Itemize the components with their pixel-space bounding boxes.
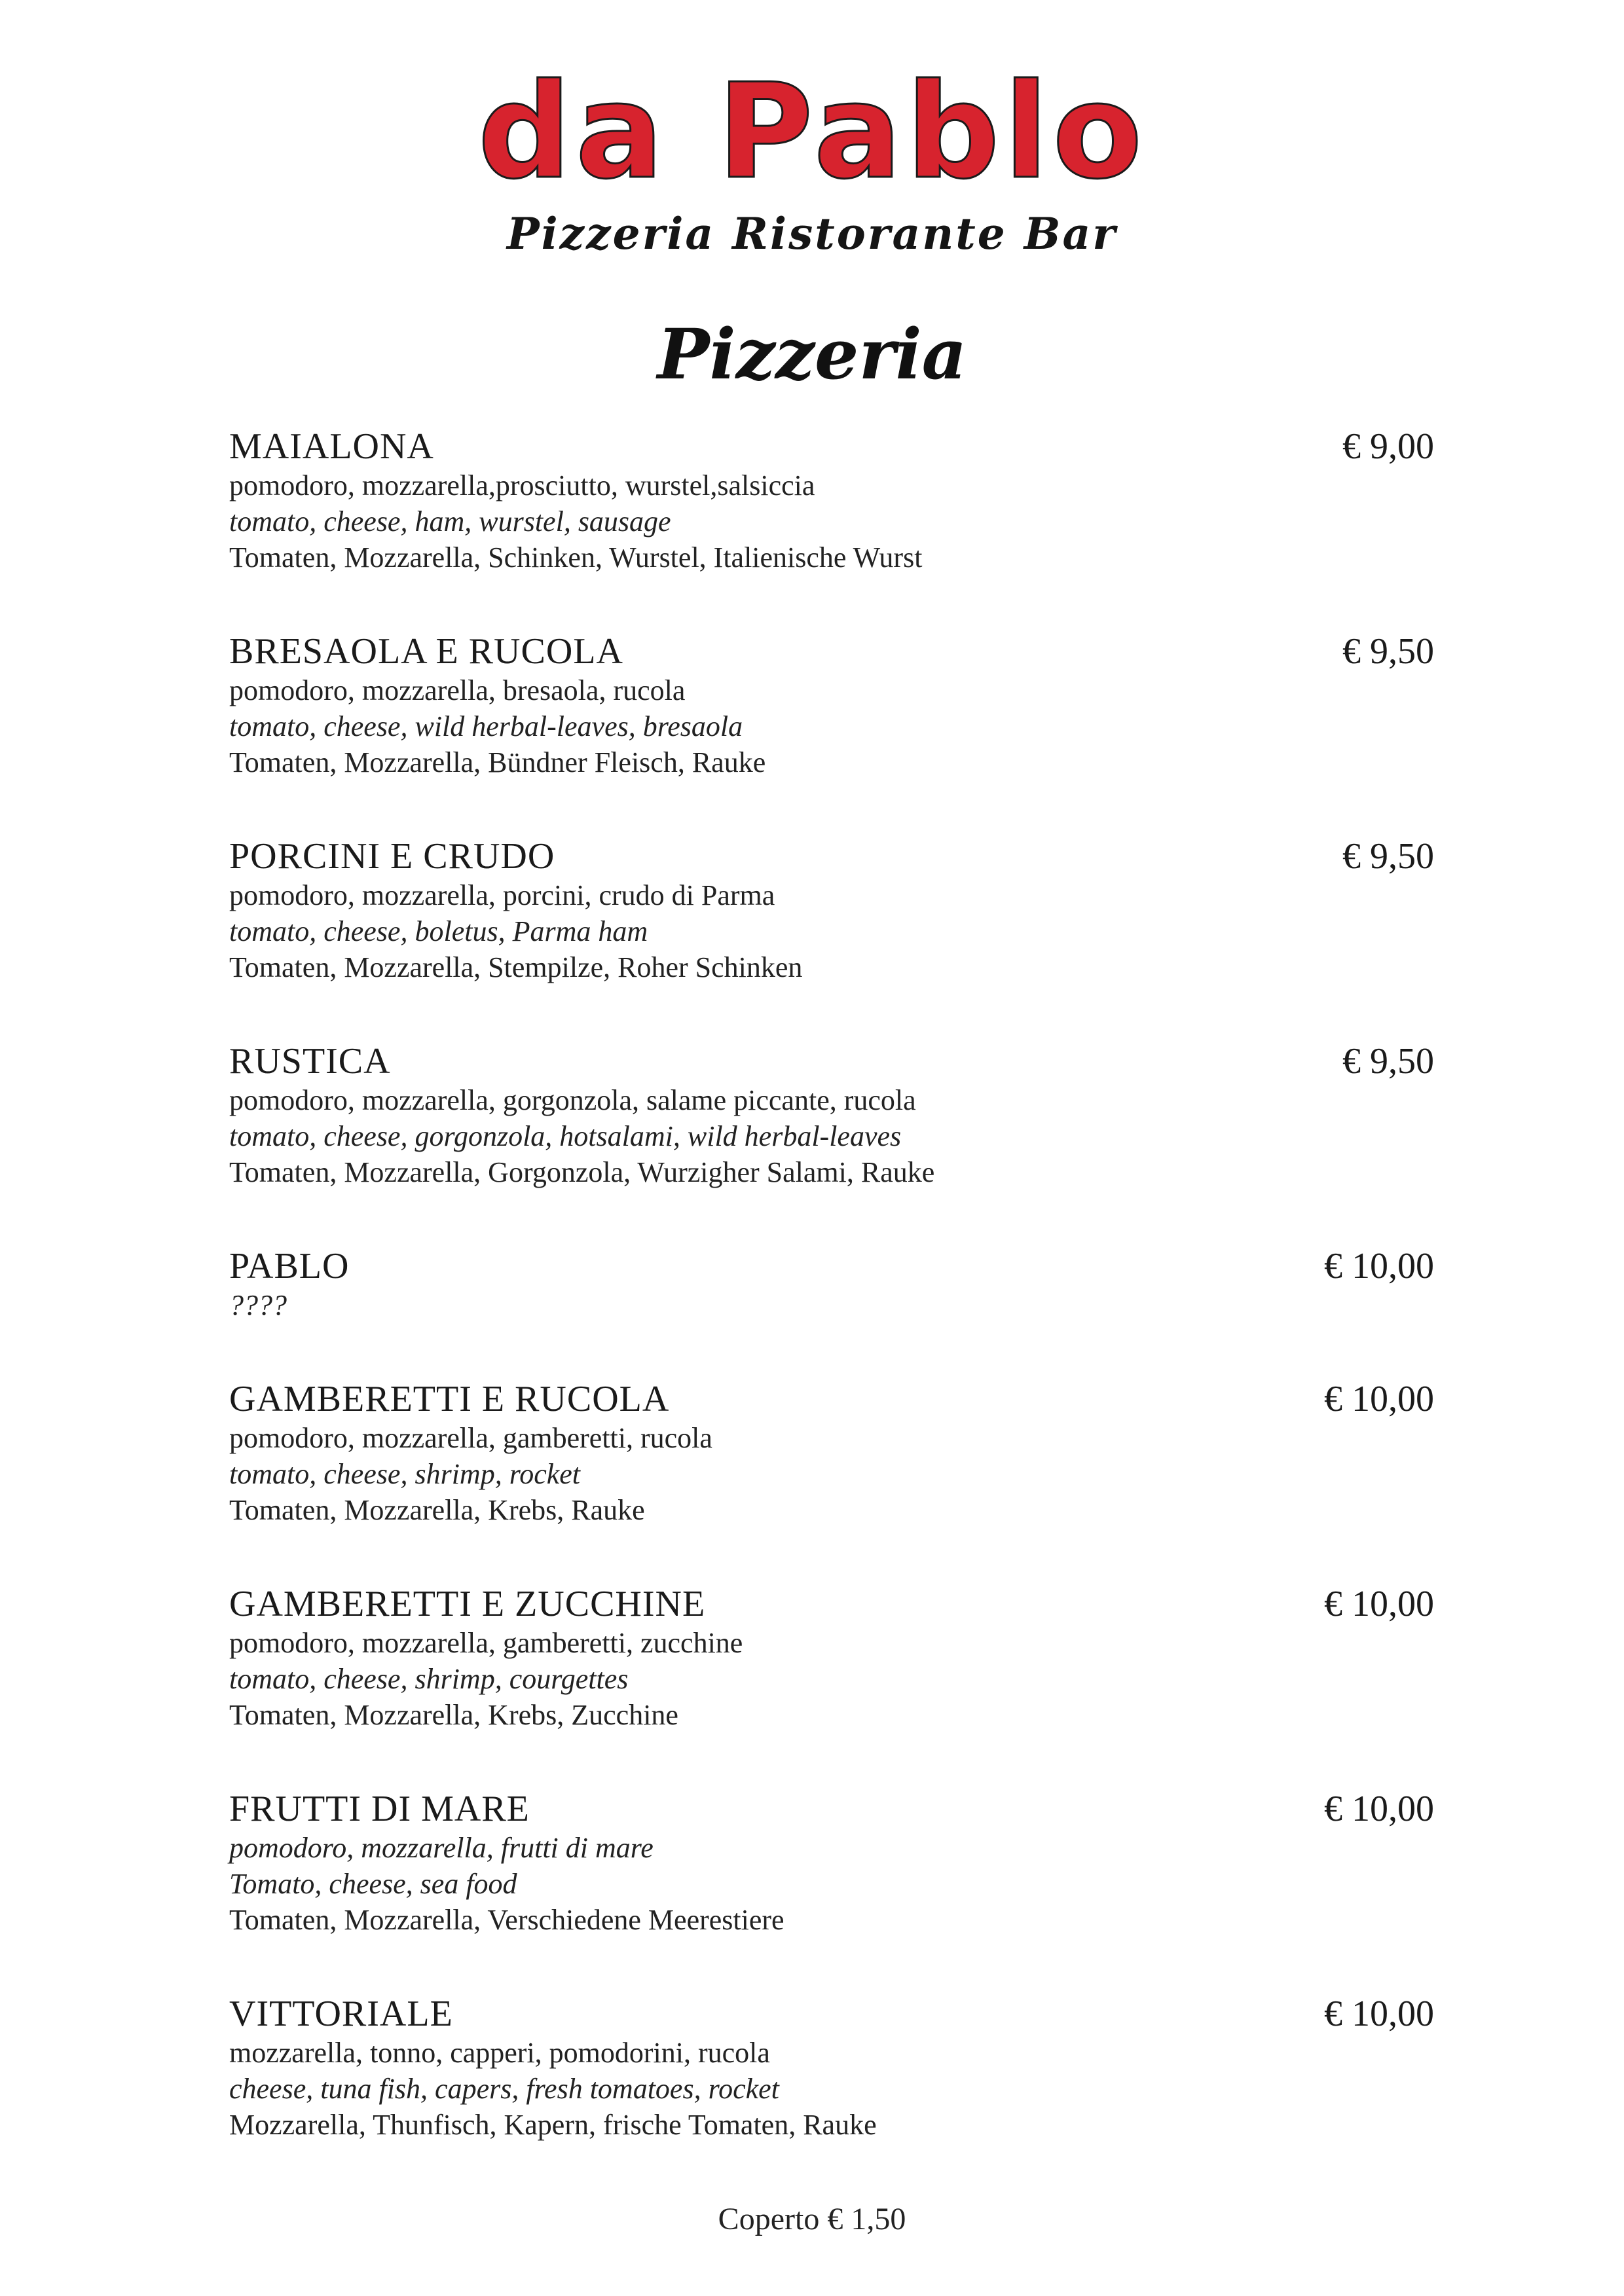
item-price: € 9,00 — [1342, 426, 1434, 467]
item-name: GAMBERETTI E ZUCCHINE — [229, 1584, 706, 1624]
item-price: € 10,00 — [1324, 1789, 1434, 1829]
item-description-en: ???? — [229, 1289, 287, 1321]
restaurant-logo — [0, 56, 1624, 208]
item-name: FRUTTI DI MARE — [229, 1789, 530, 1829]
item-description-en: tomato, cheese, gorgonzola, hotsalami, wild herbal-leaves — [229, 1120, 902, 1152]
item-description-de: Tomaten, Mozzarella, Krebs, Rauke — [229, 1494, 645, 1526]
item-price: € 9,50 — [1342, 836, 1434, 877]
cover-charge: Coperto € 1,50 — [718, 2202, 906, 2236]
item-description-it: pomodoro, mozzarella,prosciutto, wurstel,salsiccia — [229, 469, 815, 501]
logo-text: da Pablo — [477, 56, 1147, 208]
menu-item — [229, 1788, 1434, 1938]
item-name: VITTORIALE — [229, 1994, 453, 2034]
menu-item — [229, 1245, 1434, 1323]
item-description-en: Tomato, cheese, sea food — [229, 1868, 517, 1900]
item-description-it: pomodoro, mozzarella, bresaola, rucola — [229, 674, 686, 706]
item-price: € 10,00 — [1324, 1246, 1434, 1286]
item-description-it: pomodoro, mozzarella, gamberetti, rucola — [229, 1422, 712, 1454]
menu-list — [229, 426, 1434, 2198]
menu-item — [229, 835, 1434, 985]
item-description-it: pomodoro, mozzarella, gorgonzola, salame piccante, rucola — [229, 1084, 916, 1116]
item-description-de: Tomaten, Mozzarella, Stempilze, Roher Schinken — [229, 951, 803, 983]
item-description-de: Tomaten, Mozzarella, Gorgonzola, Wurzigher Salami, Rauke — [229, 1156, 935, 1188]
item-description-de: Tomaten, Mozzarella, Schinken, Wurstel, Italienische Wurst — [229, 541, 923, 574]
item-description-en: tomato, cheese, shrimp, rocket — [229, 1458, 581, 1490]
menu-item — [229, 1378, 1434, 1528]
menu-item — [229, 426, 1434, 575]
item-description-de: Tomaten, Mozzarella, Krebs, Zucchine — [229, 1699, 678, 1731]
logo-subtitle: Pizzeria Ristorante Bar — [506, 208, 1118, 259]
item-price: € 10,00 — [1324, 1584, 1434, 1624]
item-description-de: Tomaten, Mozzarella, Bündner Fleisch, Rauke — [229, 746, 766, 778]
item-description-it: mozzarella, tonno, capperi, pomodorini, rucola — [229, 2037, 770, 2069]
menu-item — [229, 630, 1434, 780]
item-description-en: tomato, cheese, ham, wurstel, sausage — [229, 505, 671, 538]
item-price: € 10,00 — [1324, 1379, 1434, 1419]
item-name: GAMBERETTI E RUCOLA — [229, 1379, 670, 1419]
logo-wordmark — [477, 56, 1147, 208]
menu-item — [229, 1583, 1434, 1733]
item-name: PORCINI E CRUDO — [229, 836, 555, 877]
menu-item — [229, 1993, 1434, 2143]
item-description-en: tomato, cheese, wild herbal-leaves, bresaola — [229, 710, 743, 742]
item-description-de: Tomaten, Mozzarella, Verschiedene Meerestiere — [229, 1904, 784, 1936]
item-description-en: tomato, cheese, boletus, Parma ham — [229, 915, 648, 947]
item-description-en: pomodoro, mozzarella, frutti di mare — [229, 1832, 654, 1864]
item-price: € 9,50 — [1342, 1041, 1434, 1082]
item-name: MAIALONA — [229, 426, 434, 467]
menu-item — [229, 1040, 1434, 1190]
item-description-de: Mozzarella, Thunfisch, Kapern, frische Tomaten, Rauke — [229, 2109, 877, 2141]
item-description-en: tomato, cheese, shrimp, courgettes — [229, 1663, 629, 1695]
item-price: € 10,00 — [1324, 1994, 1434, 2034]
item-name: RUSTICA — [229, 1041, 391, 1082]
section-title: Pizzeria — [657, 313, 967, 395]
item-description-it: pomodoro, mozzarella, gamberetti, zucchine — [229, 1627, 743, 1659]
item-description-it: pomodoro, mozzarella, porcini, crudo di Parma — [229, 879, 775, 911]
item-description-en: cheese, tuna fish, capers, fresh tomatoes, rocket — [229, 2073, 779, 2105]
item-price: € 9,50 — [1342, 631, 1434, 672]
item-name: BRESAOLA E RUCOLA — [229, 631, 623, 672]
item-name: PABLO — [229, 1246, 350, 1286]
